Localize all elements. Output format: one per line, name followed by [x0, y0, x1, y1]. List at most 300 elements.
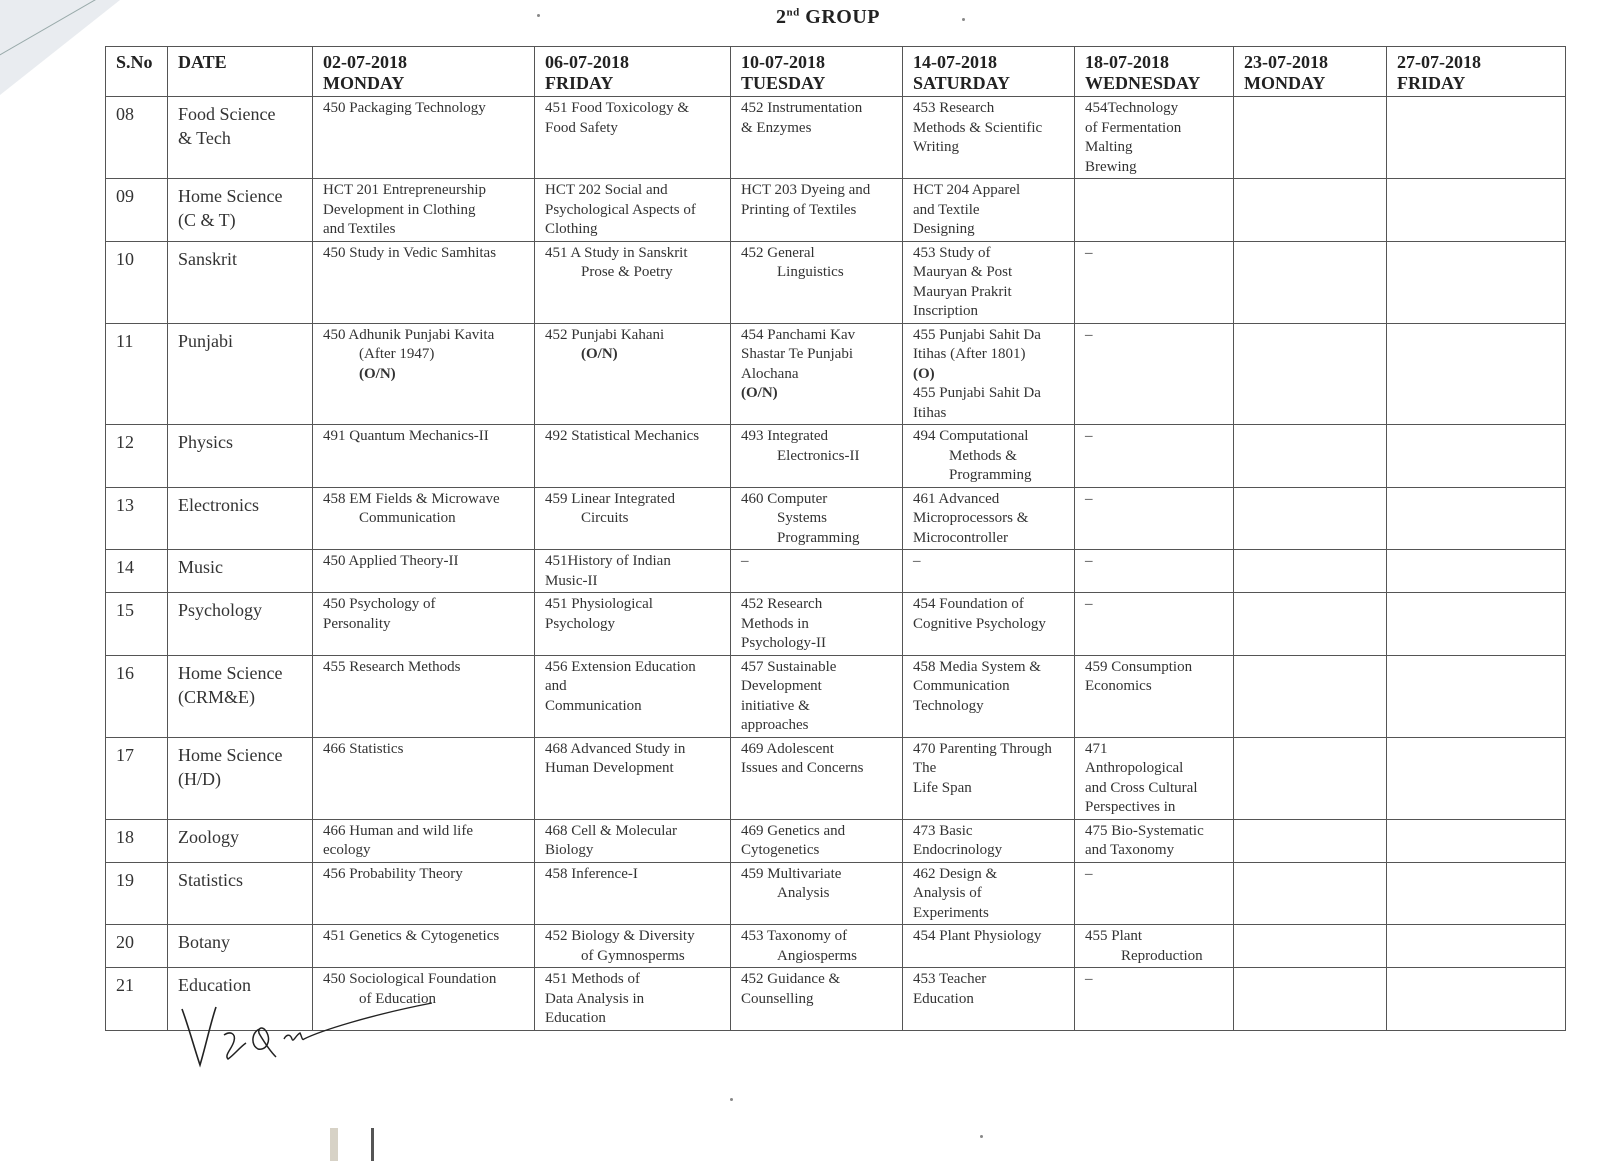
paper-cell — [535, 925, 731, 968]
subject-line: Electronics — [178, 494, 259, 515]
paper-line: 470 Parenting Through — [913, 740, 1052, 757]
paper-line: HCT 203 Dyeing and — [741, 182, 871, 198]
paper-line: (After 1947) — [359, 346, 435, 362]
paper-line: 473 Basic — [913, 822, 973, 839]
paper-cell — [313, 425, 535, 488]
paper-line: Personality — [323, 615, 391, 632]
paper-cell — [1387, 550, 1566, 593]
paper-line: (O) — [913, 365, 935, 382]
paper-line: initiative & — [741, 697, 810, 714]
header-date-value: 14-07-2018 — [913, 52, 997, 72]
paper-line: of Fermentation — [1085, 119, 1182, 136]
paper-cell — [903, 97, 1075, 179]
paper-line: Alochana — [741, 365, 799, 382]
paper-line: 458 EM Fields & Microwave — [323, 490, 500, 507]
paper-line: 450 Adhunik Punjabi Kavita — [323, 326, 495, 343]
paper-line: Malting — [1085, 139, 1133, 155]
paper-line: 452 Instrumentation — [741, 100, 863, 116]
paper-line: Clothing — [545, 221, 598, 237]
paper-line: 455 Research Methods — [323, 658, 461, 675]
subject-cell — [168, 655, 313, 737]
paper-cell — [535, 323, 731, 425]
subject-line: Education — [178, 975, 251, 995]
schedule-body — [106, 97, 1566, 1031]
paper-line: (O/N) — [741, 385, 778, 401]
paper-cell — [903, 925, 1075, 968]
paper-line: Education — [545, 1010, 606, 1026]
subject-cell — [168, 425, 313, 488]
paper-line: Mauryan & Post — [913, 264, 1013, 280]
paper-line: HCT 204 Apparel — [913, 182, 1021, 198]
paper-line: Life Span — [913, 779, 972, 796]
paper-line: 460 Computer — [741, 490, 828, 507]
paper-cell — [1075, 241, 1234, 323]
header-sno: S.No — [106, 47, 168, 97]
paper-line: Endocrinology — [913, 842, 1003, 858]
paper-line: Microprocessors & — [913, 510, 1029, 526]
paper-line: 493 Integrated — [741, 428, 829, 444]
paper-line: Psychology-II — [741, 635, 826, 651]
header-date-value: 06-07-2018 — [545, 52, 629, 72]
paper-cell — [1387, 819, 1566, 862]
paper-line: Psychological Aspects of — [545, 201, 696, 218]
header-date: DATE — [168, 47, 313, 97]
paper-cell — [731, 655, 903, 737]
paper-line: 456 Probability Theory — [323, 865, 463, 882]
handwritten-signature — [180, 995, 450, 1075]
paper-cell — [731, 323, 903, 425]
paper-cell — [903, 737, 1075, 819]
subject-line: Psychology — [178, 600, 263, 620]
paper-cell — [731, 737, 903, 819]
subject-cell — [168, 737, 313, 819]
serial-number-cell: 20 — [106, 925, 168, 968]
paper-line: of Gymnosperms — [581, 947, 685, 964]
subject-cell — [168, 593, 313, 656]
paper-cell — [903, 593, 1075, 656]
paper-cell — [535, 179, 731, 242]
paper-cell — [535, 968, 731, 1031]
paper-cell — [1075, 925, 1234, 968]
paper-cell — [313, 487, 535, 550]
paper-cell — [535, 550, 731, 593]
paper-cell — [1387, 593, 1566, 656]
paper-cell — [1234, 925, 1387, 968]
paper-cell — [535, 655, 731, 737]
paper-line: 453 Teacher — [913, 971, 987, 987]
header-weekday: TUESDAY — [741, 73, 826, 93]
paper-cell — [731, 179, 903, 242]
paper-cell — [535, 425, 731, 488]
serial-number-cell: 16 — [106, 655, 168, 737]
paper-line: and — [545, 678, 567, 694]
paper-line: 466 Human and wild life — [323, 822, 473, 839]
paper-cell — [731, 550, 903, 593]
paper-line: ecology — [323, 842, 371, 858]
paper-line: HCT 202 Social and — [545, 182, 668, 198]
subject-line: Physics — [178, 432, 234, 452]
paper-cell — [1075, 593, 1234, 656]
paper-cell — [903, 862, 1075, 925]
paper-cell — [313, 97, 535, 179]
title-suffix: GROUP — [805, 6, 880, 28]
paper-line: HCT 201 Entrepreneurship — [323, 182, 487, 198]
paper-line: Systems — [777, 510, 828, 526]
paper-line: Angiosperms — [777, 947, 857, 964]
paper-cell — [1075, 737, 1234, 819]
paper-cell — [1075, 179, 1234, 242]
paper-line: 450 Study in Vedic Samhitas — [323, 244, 497, 261]
header-day-4 — [903, 47, 1075, 97]
paper-cell — [1234, 737, 1387, 819]
paper-line: 452 Guidance & — [741, 971, 841, 987]
paper-cell — [535, 737, 731, 819]
paper-line: 466 Statistics — [323, 740, 404, 757]
paper-cell — [903, 655, 1075, 737]
paper-line: 454Technology — [1085, 100, 1179, 116]
paper-line: 458 Media System & — [913, 658, 1041, 675]
paper-cell — [903, 241, 1075, 323]
scan-speck — [980, 1135, 983, 1138]
paper-line: Music-II — [545, 572, 598, 589]
paper-cell — [1075, 819, 1234, 862]
paper-line: 450 Applied Theory-II — [323, 553, 459, 569]
paper-line: Counselling — [741, 990, 814, 1007]
paper-line: Cognitive Psychology — [913, 615, 1046, 632]
paper-line: Electronics-II — [777, 447, 860, 464]
paper-line: 492 Statistical Mechanics — [545, 428, 700, 444]
no-paper-dash: – — [741, 553, 749, 569]
paper-line: Experiments — [913, 904, 989, 921]
paper-cell — [313, 655, 535, 737]
header-date-value: 18-07-2018 — [1085, 52, 1169, 72]
no-paper-dash: – — [1085, 490, 1093, 507]
no-paper-dash: – — [1085, 244, 1093, 261]
paper-line: Printing of Textiles — [741, 201, 857, 218]
paper-line: Anthropological — [1085, 760, 1184, 776]
paper-cell — [731, 925, 903, 968]
header-date-value: 02-07-2018 — [323, 52, 407, 72]
subject-cell — [168, 862, 313, 925]
paper-line: 451 Methods of — [545, 971, 640, 987]
paper-line: Communication — [913, 678, 1010, 694]
paper-cell — [1387, 425, 1566, 488]
header-day-2 — [535, 47, 731, 97]
paper-line: Data Analysis in — [545, 990, 645, 1007]
paper-line: 454 Plant Physiology — [913, 928, 1042, 944]
paper-cell — [903, 819, 1075, 862]
paper-line: Human Development — [545, 760, 674, 776]
serial-number-cell: 18 — [106, 819, 168, 862]
paper-line: approaches — [741, 717, 809, 733]
scan-edge-mark — [330, 1128, 338, 1161]
paper-cell — [731, 97, 903, 179]
paper-line: 452 Punjabi Kahani — [545, 326, 665, 343]
paper-line: and Textiles — [323, 221, 396, 237]
header-date-value: 23-07-2018 — [1244, 52, 1328, 72]
paper-line: and Textile — [913, 201, 980, 218]
paper-cell — [1387, 241, 1566, 323]
serial-number-cell: 09 — [106, 179, 168, 242]
subject-line: (H/D) — [178, 768, 221, 789]
no-paper-dash: – — [1085, 326, 1093, 343]
paper-cell — [1075, 97, 1234, 179]
paper-line: Methods & Scientific — [913, 119, 1043, 136]
paper-cell — [903, 425, 1075, 488]
paper-line: Circuits — [581, 510, 629, 526]
paper-line: Technology — [913, 697, 984, 714]
paper-cell — [1387, 179, 1566, 242]
paper-line: Perspectives in — [1085, 799, 1176, 815]
header-day-3 — [731, 47, 903, 97]
paper-cell — [1234, 819, 1387, 862]
paper-line: Writing — [913, 139, 960, 155]
paper-cell — [313, 819, 535, 862]
paper-line: 455 Punjabi Sahit Da — [913, 326, 1041, 343]
paper-line: 459 Linear Integrated — [545, 490, 675, 507]
subject-cell — [168, 97, 313, 179]
table-row — [106, 593, 1566, 656]
paper-cell — [731, 862, 903, 925]
paper-line: Inscription — [913, 303, 978, 319]
paper-cell — [903, 968, 1075, 1031]
table-row — [106, 425, 1566, 488]
paper-line: 494 Computational — [913, 428, 1029, 444]
paper-line: 491 Quantum Mechanics-II — [323, 428, 489, 444]
paper-cell — [1234, 323, 1387, 425]
paper-line: 450 Packaging Technology — [323, 100, 486, 116]
title-sup: nd — [786, 6, 800, 19]
subject-cell — [168, 550, 313, 593]
paper-line: 454 Foundation of — [913, 596, 1024, 612]
paper-cell — [1387, 862, 1566, 925]
header-weekday: MONDAY — [323, 73, 405, 93]
paper-cell — [731, 968, 903, 1031]
header-day-5 — [1075, 47, 1234, 97]
paper-cell — [535, 862, 731, 925]
paper-line: & Enzymes — [741, 119, 812, 136]
paper-line: 455 Plant — [1085, 928, 1143, 944]
subject-cell — [168, 179, 313, 242]
subject-line: Statistics — [178, 869, 244, 890]
serial-number-cell: 21 — [106, 968, 168, 1031]
header-weekday: MONDAY — [1244, 73, 1326, 93]
subject-line: & Tech — [178, 128, 231, 148]
subject-line: Punjabi — [178, 330, 234, 351]
subject-line: Home Science — [178, 662, 283, 683]
paper-line: 458 Inference-I — [545, 865, 638, 882]
paper-line: of Education — [359, 990, 437, 1007]
paper-line: 451History of Indian — [545, 553, 671, 569]
subject-line: Zoology — [178, 826, 239, 847]
paper-line: Brewing — [1085, 158, 1137, 175]
paper-cell — [903, 487, 1075, 550]
paper-cell — [1075, 862, 1234, 925]
paper-line: Analysis of — [913, 885, 982, 901]
table-row — [106, 655, 1566, 737]
paper-line: Linguistics — [777, 264, 844, 280]
paper-cell — [1387, 655, 1566, 737]
table-row — [106, 862, 1566, 925]
paper-cell — [1075, 550, 1234, 593]
paper-line: Reproduction — [1121, 947, 1203, 964]
paper-line: 452 Research — [741, 596, 823, 612]
paper-cell — [1234, 425, 1387, 488]
header-weekday: SATURDAY — [913, 73, 1011, 93]
paper-line: 459 Consumption — [1085, 658, 1193, 675]
paper-cell — [1234, 655, 1387, 737]
paper-cell — [1234, 968, 1387, 1031]
page-title — [0, 6, 1600, 29]
paper-cell — [1075, 655, 1234, 737]
serial-number-cell: 11 — [106, 323, 168, 425]
subject-cell — [168, 819, 313, 862]
table-row — [106, 179, 1566, 242]
paper-line: 456 Extension Education — [545, 658, 696, 675]
paper-cell — [535, 97, 731, 179]
serial-number-cell: 14 — [106, 550, 168, 593]
paper-line: 469 Adolescent — [741, 740, 834, 757]
paper-line: 468 Cell & Molecular — [545, 822, 678, 839]
paper-line: Mauryan Prakrit — [913, 283, 1012, 300]
paper-line: Designing — [913, 221, 975, 237]
serial-number-cell: 19 — [106, 862, 168, 925]
paper-cell — [731, 819, 903, 862]
paper-line: Food Safety — [545, 119, 618, 136]
subject-line: Sanskrit — [178, 248, 238, 269]
paper-cell — [535, 241, 731, 323]
paper-cell — [1234, 179, 1387, 242]
table-row — [106, 925, 1566, 968]
paper-line: Economics — [1085, 678, 1152, 694]
paper-cell — [1387, 487, 1566, 550]
table-row — [106, 487, 1566, 550]
paper-line: 451 Food Toxicology & — [545, 100, 690, 116]
paper-cell — [313, 550, 535, 593]
header-date-value: 27-07-2018 — [1397, 52, 1481, 72]
paper-cell — [731, 241, 903, 323]
paper-line: Development in Clothing — [323, 201, 476, 218]
paper-cell — [1387, 925, 1566, 968]
paper-line: Methods & — [949, 447, 1017, 464]
paper-line: Analysis — [777, 885, 830, 901]
header-weekday: FRIDAY — [1397, 73, 1466, 93]
subject-cell — [168, 487, 313, 550]
header-row — [106, 47, 1566, 97]
scan-speck — [730, 1098, 733, 1101]
paper-line: 453 Taxonomy of — [741, 928, 848, 944]
no-paper-dash: – — [1085, 596, 1093, 612]
paper-cell — [731, 593, 903, 656]
title-prefix: 2 — [776, 6, 787, 28]
paper-cell — [1234, 593, 1387, 656]
paper-line: 450 Sociological Foundation — [323, 971, 497, 987]
paper-line: Prose & Poetry — [581, 264, 673, 280]
subject-line: (C & T) — [178, 210, 236, 230]
paper-line: 451 A Study in Sanskrit — [545, 244, 688, 261]
subject-line: Home Science — [178, 186, 283, 206]
paper-line: Programming — [949, 467, 1032, 483]
paper-line: and Taxonomy — [1085, 842, 1175, 858]
paper-cell — [1234, 550, 1387, 593]
table-row — [106, 97, 1566, 179]
paper-cell — [535, 487, 731, 550]
no-paper-dash: – — [1085, 553, 1093, 569]
no-paper-dash: – — [913, 553, 921, 569]
paper-line: (O/N) — [359, 365, 396, 382]
paper-cell — [313, 241, 535, 323]
paper-line: Communication — [359, 510, 456, 526]
no-paper-dash: – — [1085, 428, 1093, 444]
paper-line: 461 Advanced — [913, 490, 1000, 507]
header-day-1 — [313, 47, 535, 97]
paper-cell — [1075, 968, 1234, 1031]
paper-cell — [313, 862, 535, 925]
header-day-7 — [1387, 47, 1566, 97]
subject-line: Music — [178, 557, 223, 577]
header-weekday: FRIDAY — [545, 73, 614, 93]
paper-line: 471 — [1085, 740, 1108, 757]
paper-cell — [1387, 737, 1566, 819]
paper-cell — [1075, 323, 1234, 425]
exam-schedule-table — [105, 46, 1566, 1031]
paper-line: The — [913, 760, 937, 776]
paper-cell — [313, 925, 535, 968]
paper-line: Cytogenetics — [741, 842, 820, 858]
paper-line: 452 General — [741, 244, 815, 261]
paper-line: 468 Advanced Study in — [545, 740, 686, 757]
subject-cell — [168, 925, 313, 968]
subject-cell — [168, 241, 313, 323]
paper-line: Psychology — [545, 615, 616, 632]
paper-cell — [1234, 97, 1387, 179]
subject-line: Botany — [178, 932, 230, 952]
paper-cell — [313, 179, 535, 242]
paper-cell — [731, 425, 903, 488]
paper-cell — [535, 819, 731, 862]
paper-line: Shastar Te Punjabi — [741, 346, 853, 362]
paper-line: 459 Multivariate — [741, 865, 842, 882]
paper-line: 455 Punjabi Sahit Da — [913, 385, 1041, 401]
paper-line: Issues and Concerns — [741, 760, 864, 776]
paper-line: 451 Physiological — [545, 596, 653, 612]
paper-line: Itihas — [913, 404, 947, 421]
paper-line: Communication — [545, 697, 642, 714]
paper-cell — [313, 737, 535, 819]
table-row — [106, 550, 1566, 593]
paper-line: 453 Research — [913, 100, 995, 116]
scan-edge-mark — [371, 1128, 374, 1161]
paper-line: Methods in — [741, 615, 809, 632]
paper-cell — [1234, 241, 1387, 323]
paper-cell — [1234, 862, 1387, 925]
paper-line: and Cross Cultural — [1085, 779, 1198, 796]
serial-number-cell: 15 — [106, 593, 168, 656]
paper-cell — [535, 593, 731, 656]
paper-line: 462 Design & — [913, 865, 998, 882]
serial-number-cell: 17 — [106, 737, 168, 819]
header-weekday: WEDNESDAY — [1085, 73, 1201, 93]
paper-line: 475 Bio-Systematic — [1085, 822, 1204, 839]
paper-line: 450 Psychology of — [323, 596, 436, 612]
serial-number-cell: 10 — [106, 241, 168, 323]
paper-cell — [903, 323, 1075, 425]
paper-cell — [903, 550, 1075, 593]
serial-number-cell: 13 — [106, 487, 168, 550]
paper-line: Biology — [545, 842, 594, 858]
paper-line: 453 Study of — [913, 244, 991, 261]
subject-cell — [168, 323, 313, 425]
